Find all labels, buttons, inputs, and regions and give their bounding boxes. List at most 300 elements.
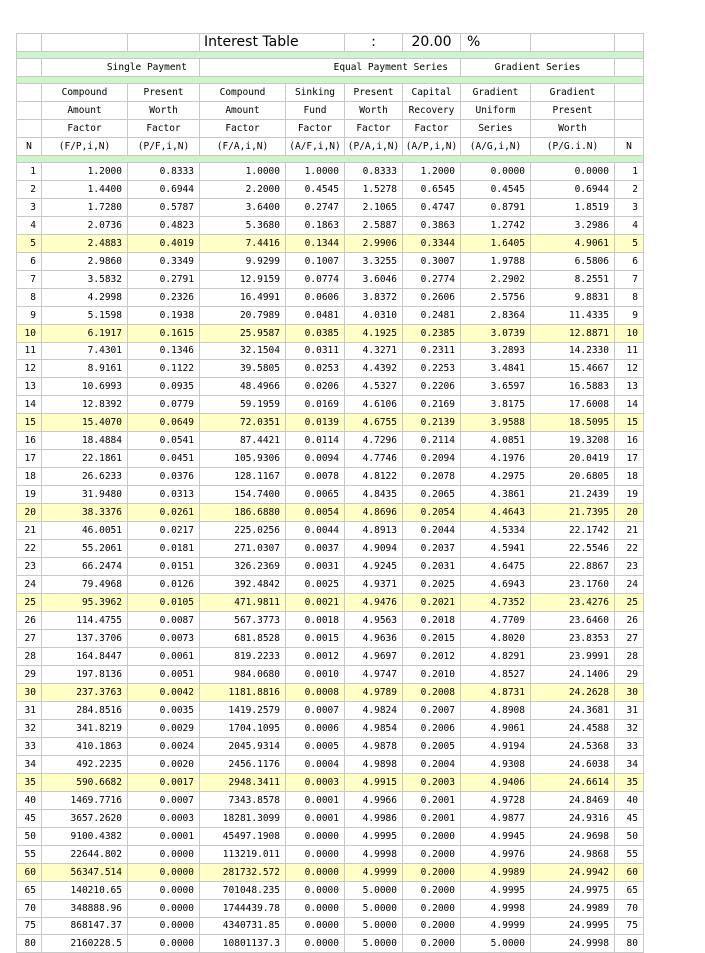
period-n-cell: 33: [17, 737, 42, 755]
factor-value-cell: 0.2021: [403, 594, 461, 612]
column-header-text: (P/A,i,N): [345, 137, 403, 155]
factor-value-cell: 0.3349: [128, 252, 200, 270]
factor-value-cell: 0.2774: [403, 270, 461, 288]
period-n-cell: 12: [17, 360, 42, 378]
factor-value-cell: 0.0000: [128, 845, 200, 863]
factor-value-cell: 4.9999: [461, 917, 531, 935]
header-spacer: [615, 83, 644, 101]
factor-value-cell: 0.0000: [286, 845, 345, 863]
factor-value-cell: 4.6106: [345, 396, 403, 414]
factor-value-cell: 32.1504: [200, 342, 286, 360]
factor-value-cell: 0.4747: [403, 198, 461, 216]
factor-value-cell: 24.9998: [531, 935, 615, 953]
interest-rate-unit: %: [461, 34, 531, 52]
factor-value-cell: 0.0774: [286, 270, 345, 288]
factor-value-cell: 24.9995: [531, 917, 615, 935]
factor-value-cell: 0.0000: [128, 899, 200, 917]
table-row: [17, 701, 644, 719]
factor-value-cell: 4.2975: [461, 468, 531, 486]
factor-value-cell: 0.2000: [403, 935, 461, 953]
factor-value-cell: 4.7709: [461, 612, 531, 630]
factor-value-cell: 0.2065: [403, 486, 461, 504]
period-n-cell-right: 30: [615, 683, 644, 701]
factor-value-cell: 0.0261: [128, 504, 200, 522]
factor-value-cell: 4.9915: [345, 773, 403, 791]
factor-value-cell: 3.6597: [461, 378, 531, 396]
table-row: [17, 396, 644, 414]
period-n-cell-right: 14: [615, 396, 644, 414]
factor-value-cell: 59.1959: [200, 396, 286, 414]
factor-value-cell: 0.0003: [128, 809, 200, 827]
period-n-cell-right: 29: [615, 665, 644, 683]
factor-value-cell: 128.1167: [200, 468, 286, 486]
factor-value-cell: 3.3255: [345, 252, 403, 270]
factor-value-cell: 4.8122: [345, 468, 403, 486]
factor-value-cell: 5.1598: [42, 306, 128, 324]
title-spacer: [17, 34, 42, 52]
period-n-cell: 35: [17, 773, 42, 791]
factor-value-cell: 0.0001: [286, 791, 345, 809]
factor-value-cell: 0.2010: [403, 665, 461, 683]
period-n-cell-right: 70: [615, 899, 644, 917]
factor-value-cell: 23.9991: [531, 647, 615, 665]
group-spacer: [17, 58, 42, 76]
factor-value-cell: 0.2012: [403, 647, 461, 665]
period-n-cell-right: 4: [615, 216, 644, 234]
factor-value-cell: 4.9898: [345, 755, 403, 773]
factor-value-cell: 113219.011: [200, 845, 286, 863]
factor-value-cell: 0.2000: [403, 917, 461, 935]
factor-value-cell: 25.9587: [200, 324, 286, 342]
table-row: [17, 378, 644, 396]
factor-value-cell: 0.0139: [286, 414, 345, 432]
factor-value-cell: 1419.2579: [200, 701, 286, 719]
factor-value-cell: 3.6046: [345, 270, 403, 288]
factor-value-cell: 0.0024: [128, 737, 200, 755]
table-row: [17, 576, 644, 594]
factor-value-cell: 0.0065: [286, 486, 345, 504]
factor-value-cell: 0.0000: [128, 917, 200, 935]
factor-value-cell: 23.1760: [531, 576, 615, 594]
factor-value-cell: 1.7280: [42, 198, 128, 216]
factor-value-cell: 3.8175: [461, 396, 531, 414]
factor-value-cell: 23.8353: [531, 630, 615, 648]
column-header-text: Factor: [286, 119, 345, 137]
factor-value-cell: 0.2747: [286, 198, 345, 216]
header-spacer: [615, 119, 644, 137]
period-n-cell: 18: [17, 468, 42, 486]
period-n-cell-right: 23: [615, 558, 644, 576]
separator-row: [17, 155, 644, 162]
factor-value-cell: 22.1742: [531, 522, 615, 540]
factor-value-cell: 0.2311: [403, 342, 461, 360]
factor-value-cell: 1181.8816: [200, 683, 286, 701]
period-n-cell-right: 16: [615, 432, 644, 450]
factor-value-cell: 0.0313: [128, 486, 200, 504]
factor-value-cell: 0.0006: [286, 719, 345, 737]
factor-value-cell: 0.0018: [286, 612, 345, 630]
factor-value-cell: 0.4545: [286, 180, 345, 198]
column-header-line-1: [17, 83, 644, 101]
factor-value-cell: 0.0000: [286, 881, 345, 899]
factor-value-cell: 4.0851: [461, 432, 531, 450]
factor-value-cell: 0.0000: [128, 863, 200, 881]
factor-value-cell: 5.0000: [345, 917, 403, 935]
factor-value-cell: 39.5805: [200, 360, 286, 378]
factor-value-cell: 0.1938: [128, 306, 200, 324]
interest-rate-value: 20.00: [403, 34, 461, 52]
table-row: [17, 935, 644, 953]
n-header-right: N: [615, 137, 644, 155]
period-n-cell-right: 55: [615, 845, 644, 863]
factor-value-cell: 0.1344: [286, 234, 345, 252]
separator-row: [17, 76, 644, 83]
factor-value-cell: 0.2326: [128, 288, 200, 306]
period-n-cell: 29: [17, 665, 42, 683]
separator-row: [17, 51, 644, 58]
factor-value-cell: 1469.7716: [42, 791, 128, 809]
title-spacer: [531, 34, 615, 52]
factor-value-cell: 0.2114: [403, 432, 461, 450]
table-row: [17, 540, 644, 558]
factor-value-cell: 22644.802: [42, 845, 128, 863]
factor-value-cell: 271.0307: [200, 540, 286, 558]
factor-value-cell: 4.6943: [461, 576, 531, 594]
factor-value-cell: 0.0253: [286, 360, 345, 378]
factor-value-cell: 24.9316: [531, 809, 615, 827]
factor-value-cell: 4.9995: [461, 881, 531, 899]
factor-value-cell: 4.3271: [345, 342, 403, 360]
period-n-cell: 21: [17, 522, 42, 540]
period-n-cell-right: 80: [615, 935, 644, 953]
factor-value-cell: 0.4545: [461, 180, 531, 198]
period-n-cell: 26: [17, 612, 42, 630]
factor-value-cell: 0.0481: [286, 306, 345, 324]
factor-value-cell: 4.9697: [345, 647, 403, 665]
factor-value-cell: 12.8392: [42, 396, 128, 414]
period-n-cell: 17: [17, 450, 42, 468]
factor-value-cell: 4.1925: [345, 324, 403, 342]
factor-value-cell: 0.2000: [403, 881, 461, 899]
period-n-cell-right: 10: [615, 324, 644, 342]
factor-value-cell: 0.0010: [286, 665, 345, 683]
column-header-text: Worth: [128, 101, 200, 119]
factor-value-cell: 284.8516: [42, 701, 128, 719]
column-header-text: Factor: [200, 119, 286, 137]
factor-value-cell: 2.5887: [345, 216, 403, 234]
factor-value-cell: 392.4842: [200, 576, 286, 594]
factor-value-cell: 4.5327: [345, 378, 403, 396]
header-spacer: [615, 101, 644, 119]
period-n-cell: 31: [17, 701, 42, 719]
table-row: [17, 432, 644, 450]
factor-value-cell: 0.0606: [286, 288, 345, 306]
period-n-cell-right: 21: [615, 522, 644, 540]
column-header-text: Factor: [128, 119, 200, 137]
period-n-cell: 2: [17, 180, 42, 198]
period-n-cell: 34: [17, 755, 42, 773]
factor-value-cell: 4.7352: [461, 594, 531, 612]
factor-value-cell: 0.0000: [128, 935, 200, 953]
factor-value-cell: 17.6008: [531, 396, 615, 414]
factor-value-cell: 0.0000: [286, 935, 345, 953]
factor-value-cell: 0.0042: [128, 683, 200, 701]
period-n-cell: 25: [17, 594, 42, 612]
factor-value-cell: 18.5095: [531, 414, 615, 432]
period-n-cell: 32: [17, 719, 42, 737]
factor-value-cell: 26.6233: [42, 468, 128, 486]
table-row: [17, 342, 644, 360]
factor-value-cell: 1.5278: [345, 180, 403, 198]
table-row: [17, 360, 644, 378]
factor-value-cell: 0.2025: [403, 576, 461, 594]
factor-value-cell: 0.1346: [128, 342, 200, 360]
factor-value-cell: 7343.8578: [200, 791, 286, 809]
factor-value-cell: 5.0000: [345, 881, 403, 899]
factor-value-cell: 8.9161: [42, 360, 128, 378]
factor-value-cell: 22.8867: [531, 558, 615, 576]
period-n-cell: 16: [17, 432, 42, 450]
factor-value-cell: 4.8020: [461, 630, 531, 648]
period-n-cell-right: 26: [615, 612, 644, 630]
factor-value-cell: 0.0044: [286, 522, 345, 540]
factor-value-cell: 4.9789: [345, 683, 403, 701]
factor-value-cell: 4.8291: [461, 647, 531, 665]
factor-value-cell: 4.8527: [461, 665, 531, 683]
table-row: [17, 881, 644, 899]
factor-value-cell: 3.5832: [42, 270, 128, 288]
period-n-cell: 20: [17, 504, 42, 522]
factor-value-cell: 868147.37: [42, 917, 128, 935]
table-row: [17, 414, 644, 432]
factor-value-cell: 0.0078: [286, 468, 345, 486]
factor-value-cell: 2.0736: [42, 216, 128, 234]
factor-value-cell: 0.0217: [128, 522, 200, 540]
period-n-cell: 13: [17, 378, 42, 396]
factor-value-cell: 4.9406: [461, 773, 531, 791]
factor-value-cell: 1.2000: [42, 162, 128, 180]
factor-value-cell: 20.0419: [531, 450, 615, 468]
factor-value-cell: 0.0151: [128, 558, 200, 576]
factor-value-cell: 4.8731: [461, 683, 531, 701]
table-row: [17, 252, 644, 270]
factor-value-cell: 6.1917: [42, 324, 128, 342]
factor-value-cell: 0.0051: [128, 665, 200, 683]
title-row: [17, 34, 644, 52]
period-n-cell: 5: [17, 234, 42, 252]
factor-value-cell: 24.6038: [531, 755, 615, 773]
factor-value-cell: 0.3007: [403, 252, 461, 270]
factor-value-cell: 4.9995: [345, 827, 403, 845]
column-header-text: Present: [128, 83, 200, 101]
table-row: [17, 737, 644, 755]
factor-value-cell: 12.9159: [200, 270, 286, 288]
factor-value-cell: 4.1976: [461, 450, 531, 468]
factor-value-cell: 0.4823: [128, 216, 200, 234]
factor-value-cell: 3.2893: [461, 342, 531, 360]
factor-value-cell: 1.2742: [461, 216, 531, 234]
factor-value-cell: 0.0126: [128, 576, 200, 594]
period-n-cell-right: 35: [615, 773, 644, 791]
factor-value-cell: 0.0020: [128, 755, 200, 773]
period-n-cell: 10: [17, 324, 42, 342]
factor-value-cell: 326.2369: [200, 558, 286, 576]
header-spacer: [17, 83, 42, 101]
column-header-text: (P/F,i,N): [128, 137, 200, 155]
factor-value-cell: 0.2385: [403, 324, 461, 342]
factor-value-cell: 0.0004: [286, 755, 345, 773]
factor-value-cell: 0.0087: [128, 612, 200, 630]
factor-value-cell: 701048.235: [200, 881, 286, 899]
title-spacer: [128, 34, 200, 52]
factor-value-cell: 5.0000: [345, 899, 403, 917]
factor-value-cell: 0.6944: [531, 180, 615, 198]
table-row: [17, 647, 644, 665]
factor-value-cell: 0.0000: [531, 162, 615, 180]
period-n-cell-right: 34: [615, 755, 644, 773]
factor-value-cell: 0.0029: [128, 719, 200, 737]
table-row: [17, 558, 644, 576]
table-row: [17, 845, 644, 863]
factor-value-cell: 18281.3099: [200, 809, 286, 827]
factor-value-cell: 1.0000: [200, 162, 286, 180]
factor-value-cell: 23.4276: [531, 594, 615, 612]
column-header-text: Amount: [42, 101, 128, 119]
factor-value-cell: 72.0351: [200, 414, 286, 432]
factor-value-cell: 0.1007: [286, 252, 345, 270]
period-n-cell: 27: [17, 630, 42, 648]
factor-value-cell: 4.9308: [461, 755, 531, 773]
period-n-cell-right: 75: [615, 917, 644, 935]
factor-value-cell: 0.0007: [128, 791, 200, 809]
header-spacer: [17, 119, 42, 137]
factor-value-cell: 9100.4382: [42, 827, 128, 845]
period-n-cell: 19: [17, 486, 42, 504]
column-header-text: Factor: [345, 119, 403, 137]
period-n-cell-right: 27: [615, 630, 644, 648]
factor-value-cell: 4.9563: [345, 612, 403, 630]
factor-value-cell: 46.0051: [42, 522, 128, 540]
factor-value-cell: 0.0073: [128, 630, 200, 648]
factor-value-cell: 56347.514: [42, 863, 128, 881]
factor-value-cell: 140210.65: [42, 881, 128, 899]
factor-value-cell: 1.9788: [461, 252, 531, 270]
factor-value-cell: 0.8791: [461, 198, 531, 216]
factor-value-cell: 55.2061: [42, 540, 128, 558]
factor-value-cell: 1744439.78: [200, 899, 286, 917]
factor-value-cell: 0.0094: [286, 450, 345, 468]
column-header-text: Gradient: [531, 83, 615, 101]
period-n-cell-right: 65: [615, 881, 644, 899]
column-header-text: (A/F,i,N): [286, 137, 345, 155]
factor-value-cell: 4.6755: [345, 414, 403, 432]
column-header-symbols: [17, 137, 644, 155]
factor-value-cell: 0.0000: [461, 162, 531, 180]
header-spacer: [17, 101, 42, 119]
factor-value-cell: 4.9945: [461, 827, 531, 845]
factor-value-cell: 4.9747: [345, 665, 403, 683]
period-n-cell-right: 12: [615, 360, 644, 378]
factor-value-cell: 38.3376: [42, 504, 128, 522]
factor-value-cell: 0.2094: [403, 450, 461, 468]
table-row: [17, 899, 644, 917]
factor-value-cell: 0.2008: [403, 683, 461, 701]
factor-value-cell: 23.6460: [531, 612, 615, 630]
factor-value-cell: 0.0003: [286, 773, 345, 791]
factor-value-cell: 590.6682: [42, 773, 128, 791]
factor-value-cell: 9.8831: [531, 288, 615, 306]
table-row: [17, 324, 644, 342]
factor-value-cell: 819.2233: [200, 647, 286, 665]
column-header-text: Gradient: [461, 83, 531, 101]
factor-value-cell: 0.0451: [128, 450, 200, 468]
factor-value-cell: 0.0017: [128, 773, 200, 791]
period-n-cell: 7: [17, 270, 42, 288]
column-header-text: Compound: [200, 83, 286, 101]
factor-value-cell: 24.9975: [531, 881, 615, 899]
factor-value-cell: 0.2005: [403, 737, 461, 755]
period-n-cell-right: 6: [615, 252, 644, 270]
factor-value-cell: 4.0310: [345, 306, 403, 324]
factor-value-cell: 4.9998: [345, 845, 403, 863]
factor-value-cell: 567.3773: [200, 612, 286, 630]
factor-value-cell: 6.5806: [531, 252, 615, 270]
factor-value-cell: 24.9989: [531, 899, 615, 917]
period-n-cell: 22: [17, 540, 42, 558]
group-equal-payment-series: Equal Payment Series: [200, 58, 461, 76]
column-header-text: (F/A,i,N): [200, 137, 286, 155]
factor-value-cell: 66.2474: [42, 558, 128, 576]
table-row: [17, 863, 644, 881]
interest-table: [16, 33, 644, 953]
factor-value-cell: 0.0541: [128, 432, 200, 450]
factor-value-cell: 0.2791: [128, 270, 200, 288]
factor-value-cell: 4.9989: [461, 863, 531, 881]
factor-value-cell: 16.5883: [531, 378, 615, 396]
period-n-cell-right: 60: [615, 863, 644, 881]
factor-value-cell: 0.3344: [403, 234, 461, 252]
column-header-text: Worth: [531, 119, 615, 137]
factor-value-cell: 15.4667: [531, 360, 615, 378]
factor-value-cell: 0.2015: [403, 630, 461, 648]
factor-value-cell: 4.9476: [345, 594, 403, 612]
factor-value-cell: 341.8219: [42, 719, 128, 737]
factor-value-cell: 0.2003: [403, 773, 461, 791]
period-n-cell-right: 24: [615, 576, 644, 594]
column-header-line-3: [17, 119, 644, 137]
table-row: [17, 162, 644, 180]
factor-value-cell: 0.2606: [403, 288, 461, 306]
factor-value-cell: 10801137.3: [200, 935, 286, 953]
factor-value-cell: 0.0311: [286, 342, 345, 360]
factor-value-cell: 22.5546: [531, 540, 615, 558]
factor-value-cell: 4.9194: [461, 737, 531, 755]
factor-value-cell: 1.8519: [531, 198, 615, 216]
factor-value-cell: 4.7296: [345, 432, 403, 450]
factor-value-cell: 4.8435: [345, 486, 403, 504]
factor-value-cell: 4340731.85: [200, 917, 286, 935]
factor-value-cell: 0.2037: [403, 540, 461, 558]
factor-value-cell: 4.9976: [461, 845, 531, 863]
factor-value-cell: 0.0779: [128, 396, 200, 414]
factor-value-cell: 984.0680: [200, 665, 286, 683]
table-row: [17, 486, 644, 504]
factor-value-cell: 0.1615: [128, 324, 200, 342]
separator-band: [17, 51, 644, 58]
factor-value-cell: 2456.1176: [200, 755, 286, 773]
factor-value-cell: 4.9094: [345, 540, 403, 558]
factor-value-cell: 137.3706: [42, 630, 128, 648]
